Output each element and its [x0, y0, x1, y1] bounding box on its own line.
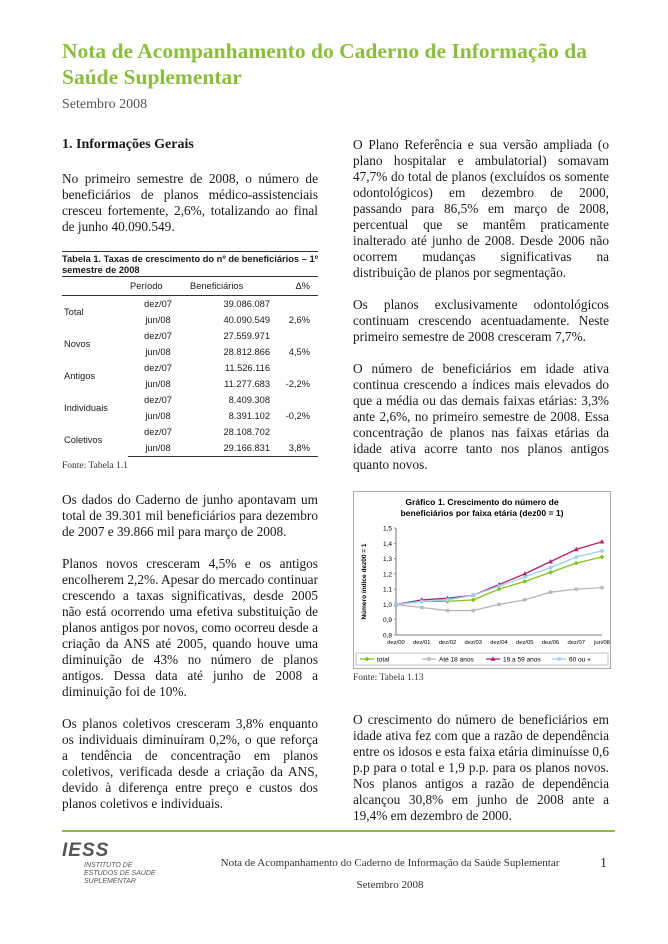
- table-cell: jun/08: [145, 347, 171, 357]
- chart-frame: [353, 491, 611, 669]
- y-tick-label: 0,8: [382, 632, 392, 640]
- table-category: Individuais: [64, 403, 108, 413]
- paragraph: Planos novos cresceram 4,5% e os antigos encolherem 2,2%. Apesar do mercado continuar crescendo a taxas significativas, desde 2005 não está ocorrendo uma efetiva substituição de planos antigos por novos, como ocorreu desde a criação da ANS até 2005, quando houve uma diminuição de 43% no número de planos antigos. Dessa data até junho de 2008 a diminuição foi de 10%.: [62, 556, 318, 699]
- table-cell: 28.108.702: [223, 427, 270, 437]
- x-tick-label: dez/07: [567, 640, 585, 646]
- y-axis-label: Número índice dez00 = 1: [361, 543, 368, 620]
- data-point: [446, 598, 449, 601]
- data-point: [394, 603, 397, 606]
- table-cell: dez/07: [144, 363, 172, 373]
- table-cell: [272, 296, 318, 313]
- chart-source: Fonte: Tabela 1.13: [353, 673, 424, 683]
- data-point: [522, 579, 527, 584]
- table-cell: jun/08: [128, 440, 188, 457]
- chart-title: Gráfico 1. Crescimento do número de: [405, 497, 559, 507]
- footer-date: Setembro 2008: [356, 879, 424, 891]
- section-heading: 1. Informações Gerais: [62, 137, 194, 152]
- table-cell: 11.526.116: [224, 363, 270, 373]
- data-point: [472, 594, 475, 597]
- paragraph: Os dados do Caderno de junho apontavam um total de 39.301 mil beneficiários para dezembro de 2007 e 39.866 mil para março de 2008.: [62, 492, 318, 539]
- table-cell: jun/08: [145, 379, 171, 389]
- y-tick-label: 0,9: [382, 617, 392, 625]
- table-row: [62, 360, 318, 376]
- table-cell: 3,8%: [272, 440, 318, 457]
- x-tick-label: dez/06: [541, 640, 560, 646]
- table-cell: [272, 424, 318, 440]
- data-point: [471, 597, 476, 602]
- x-tick-label: dez/05: [516, 640, 534, 646]
- data-point: [497, 584, 500, 587]
- x-tick-label: dez/04: [490, 640, 508, 646]
- data-point: [600, 549, 603, 552]
- paragraph: Os planos coletivos cresceram 3,8% enquanto os individuais diminuíram 0,2%, o que reforça a tendência de concentração em planos coletivos, verificada desde a criação da ANS, devido à diferença entre preço e custos dos planos coletivos e individuais.: [62, 716, 318, 811]
- paragraph: O Plano Referência e sua versão ampliada (o plano hospitalar e ambulatorial) somavam 47,7% do total de planos (excluídos os somente odontológicos) em dezembro de 2000, passando para 86,5% em março de 2008, percentual que se mantêm praticamente inalterado até junho de 2008. Desde 2006 não ocorrem mudanças significativas na distribuição de planos por segmentação.: [353, 137, 609, 280]
- data-point: [600, 539, 605, 543]
- table-cell: 8.391.102: [228, 411, 270, 421]
- table-header: Período: [128, 277, 188, 296]
- legend-label: 60 ou +: [569, 656, 591, 664]
- x-tick-label: dez/02: [438, 640, 457, 646]
- table-header: [62, 277, 128, 296]
- table-cell: dez/07: [144, 299, 172, 309]
- data-point: [472, 609, 475, 612]
- table-row: [62, 296, 318, 313]
- growth-chart: [354, 492, 610, 668]
- data-point: [523, 575, 526, 578]
- data-point: [446, 609, 449, 612]
- table-category: Total: [64, 307, 84, 317]
- table-cell: dez/07: [144, 331, 172, 341]
- y-tick-label: 1,3: [382, 556, 392, 564]
- data-point: [420, 600, 423, 603]
- chart-title: beneficiários por faixa etária (dez00 = 1): [400, 508, 564, 518]
- data-point: [574, 561, 579, 566]
- table-cell: 39.086.087: [223, 299, 270, 309]
- logo-institute: INSTITUTO DE ESTUDOS DE SAÚDE SUPLEMENTAR: [84, 862, 156, 885]
- y-tick-label: 1,0: [382, 601, 392, 609]
- legend-label: Até 18 anos: [439, 656, 474, 664]
- logo-mark: IESS: [62, 840, 110, 861]
- data-point: [497, 603, 500, 606]
- table-row: [62, 392, 318, 408]
- data-point: [575, 587, 578, 590]
- data-point: [420, 606, 423, 609]
- y-tick-label: 1,4: [382, 540, 392, 548]
- paragraph: O crescimento do número de beneficiários em idade ativa fez com que a razão de dependência entre os idosos e esta faixa etária diminuísse 0,6 p.p para o total e 1,9 p.p. para os planos novos. Nos planos antigos a razão de dependência alcançou 30,8% em junho de 2008 ante a 19,4% em dezembro de 2000.: [353, 712, 609, 823]
- data-point: [600, 555, 605, 560]
- y-tick-label: 1,1: [382, 586, 392, 594]
- table-header: Beneficiários: [188, 277, 272, 296]
- table-cell: 8.409.308: [228, 395, 270, 405]
- legend-marker: [365, 657, 370, 662]
- table-cell: -2,2%: [285, 379, 310, 389]
- footer-title: Nota de Acompanhamento do Caderno de Informação da Saúde Suplementar: [220, 857, 560, 869]
- table-row: [62, 328, 318, 344]
- footer-divider: [62, 830, 615, 832]
- legend-label: total: [377, 656, 390, 664]
- iess-logo: [62, 840, 164, 886]
- table-cell: jun/08: [145, 315, 171, 325]
- table-cell: dez/07: [144, 427, 172, 437]
- paragraph: O número de beneficiários em idade ativa continua crescendo a índices mais elevados do que a média ou das demais faixas etárias: 3,3% ante 2,6%, no primeiro semestre de 2008. Essa concentração de planos nas faixas etárias da idade ativa acorre tanto nos planos antigos quanto novos.: [353, 361, 609, 472]
- table-cell: 27.559.971: [223, 331, 270, 341]
- table-cell: dez/07: [144, 395, 172, 405]
- x-tick-label: dez/03: [464, 640, 482, 646]
- table-cell: -0,2%: [285, 411, 310, 421]
- table-cell: 40.090.549: [223, 315, 270, 325]
- paragraph: No primeiro semestre de 2008, o número de beneficiários de planos médico-assistenciais cresceu fortemente, 2,6%, totalizando ao final de junho 40.090.549.: [62, 171, 318, 234]
- x-tick-label: dez/00: [387, 640, 405, 646]
- table-caption: Tabela 1. Taxas de crescimento do nº de beneficiários – 1º semestre de 2008: [62, 251, 318, 276]
- table-category: Coletivos: [64, 435, 103, 446]
- table-cell: 28.812.866: [223, 347, 270, 357]
- table-cell: 11.277.683: [224, 379, 270, 389]
- left-column: [62, 137, 318, 828]
- table-cell: 2,6%: [288, 315, 310, 325]
- data-point: [549, 566, 552, 569]
- table-row: [62, 424, 318, 440]
- table-source: Fonte: Tabela 1.1: [62, 461, 128, 471]
- document-date: Setembro 2008: [62, 97, 148, 112]
- growth-table: [62, 251, 318, 457]
- table-header-row: [62, 277, 318, 296]
- y-tick-label: 1,2: [382, 571, 392, 579]
- series-line-0: [396, 557, 602, 604]
- right-column: [353, 137, 609, 840]
- table-cell: 29.166.831: [188, 440, 272, 457]
- y-tick-label: 1,5: [382, 525, 392, 533]
- table-cell: [272, 328, 318, 344]
- data-point: [548, 570, 553, 575]
- legend-marker: [427, 657, 430, 660]
- data-point: [600, 586, 603, 589]
- page-number: 1: [600, 856, 607, 871]
- legend-marker: [557, 657, 560, 660]
- table-header: Δ%: [272, 277, 318, 296]
- table-category: Antigos: [64, 371, 96, 381]
- data-point: [549, 591, 552, 594]
- table-category: Novos: [64, 339, 91, 349]
- table-cell: jun/08: [145, 411, 171, 421]
- paragraph: Os planos exclusivamente odontológicos continuam crescendo acentuadamente. Neste primeiro semestre de 2008 cresceram 7,7%.: [353, 297, 609, 344]
- data-point: [523, 598, 526, 601]
- data-point: [575, 555, 578, 558]
- x-tick-label: dez/01: [413, 640, 431, 646]
- table-cell: [272, 392, 318, 408]
- table-cell: 4,5%: [288, 347, 310, 357]
- legend-label: 19 a 59 anos: [503, 656, 541, 664]
- document-title: Nota de Acompanhamento do Caderno de Informação da Saúde Suplementar: [62, 39, 587, 89]
- x-tick-label: jun/08: [594, 640, 610, 646]
- series-line-2: [396, 542, 602, 605]
- table-cell: [272, 360, 318, 376]
- series-line-3: [396, 551, 602, 605]
